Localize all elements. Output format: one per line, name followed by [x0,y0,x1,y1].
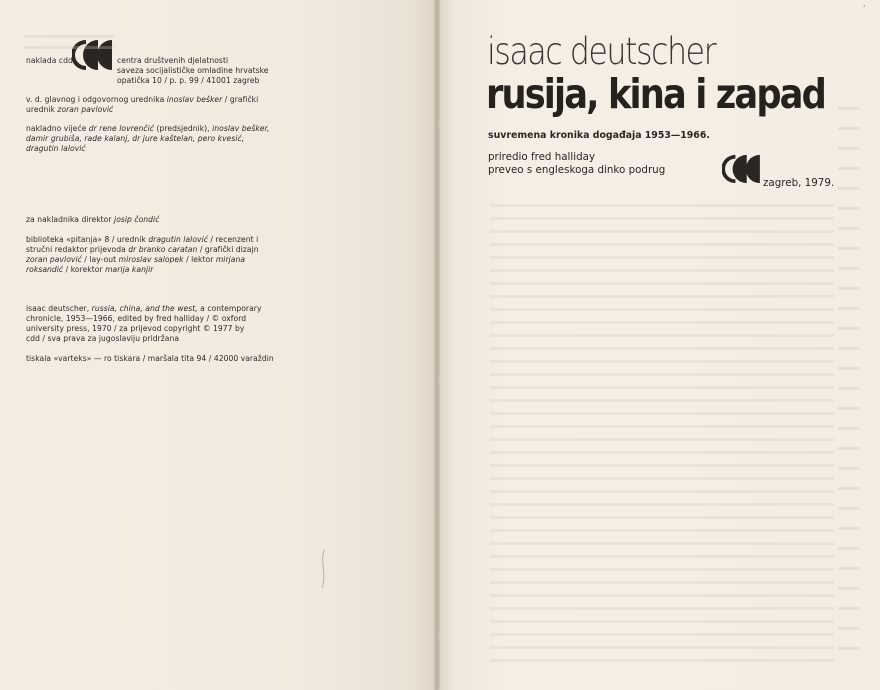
publisher-line: centra društvenih djelatnosti [117,56,229,65]
publisher-line: opatička 10 / p. p. 99 / 41001 zagreb [117,76,260,85]
editor-line: urednik zoran pavlović [26,105,114,114]
book-subtitle: suvremena kronika događaja 1953—1966. [488,130,710,141]
director-line: za nakladnika direktor josip čondić [26,215,160,224]
editor-credit: priredio fred halliday [488,151,596,163]
publisher-label: naklada cdd [26,56,73,65]
series-line: biblioteka «pitanja» 8 / urednik dragutin lalović / recenzent i [26,235,259,244]
book-title: rusija, kina i zapad [486,70,825,118]
series-line: roksandić / korektor marija kanjir [26,265,154,274]
copyright-symbol: © [211,314,220,323]
book-gutter [433,0,441,690]
copyright-line: chronicle, 1953—1966, edited by fred halliday / © oxford [26,314,247,323]
council-line: nakladno vijeće dr rene lovrenčić (predsjednik), inoslav bešker, [26,124,270,133]
printer-line: tiskala «varteks» — ro tiskara / maršala tita 94 / 42000 varaždin [26,354,274,363]
copyright-symbol: © [202,324,211,333]
series-line: zoran pavlović / lay-out miroslav salopek / lektor mirjana [26,255,246,264]
copyright-line: isaac deutscher, russia, china, and the west, a contemporary [26,304,262,313]
council-line: dragutin lalović [26,144,86,153]
council-line: damir grubiša, rade kalanj, dr jure kaštelan, pero kvesić, [26,134,245,143]
cdd-logo-icon [722,153,762,189]
book-author: isaac deutscher [487,30,716,73]
translator-credit: preveo s engleskoga dinko podrug [488,164,666,176]
copyright-line: university press, 1970 / za prijevod copyright © 1977 by [26,324,245,333]
series-line: stručni redaktor prijevoda dr branko caratan / grafički dizajn [26,245,259,254]
copyright-line: cdd / sva prava za jugoslaviju pridržana [26,334,180,343]
editor-line: v. d. glavnog i odgovornog urednika inoslav bešker / grafički [26,95,259,104]
place-year: zagreb, 1979. [763,177,835,189]
publisher-line: saveza socijalističke omladine hrvatske [117,66,269,75]
ink-mark-icon: ˈ [863,4,866,13]
pencil-mark-icon [318,548,330,590]
